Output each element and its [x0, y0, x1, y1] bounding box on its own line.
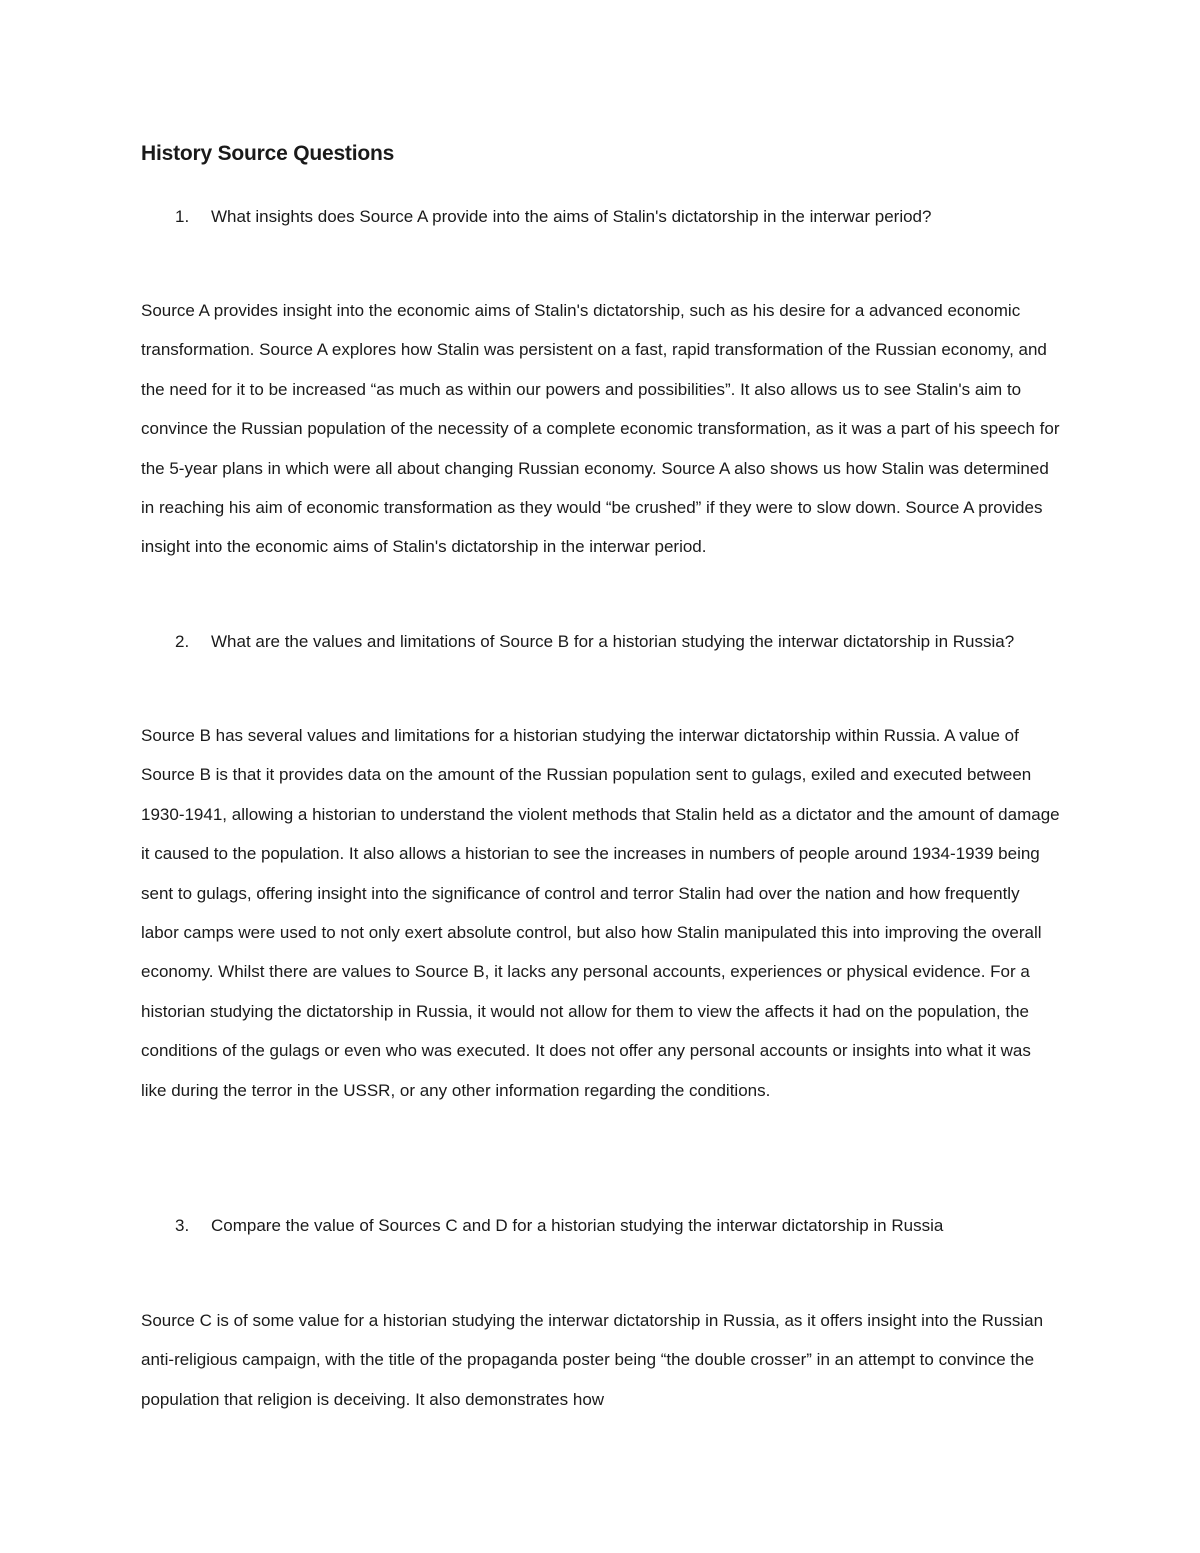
question-3	[141, 1206, 1061, 1246]
answer-1: Source A provides insight into the economic aims of Stalin's dictatorship, such as his desire for a advanced economic transformation. Source A explores how Stalin was persistent on a fast, rapid transformation of the Russian economy, and the need for it to be increased “as much as within our powers and possibilities”. It also allows us to see Stalin's aim to convince the Russian population of the necessity of a complete economic transformation, as it was a part of his speech for the 5-year plans in which were all about changing Russian economy. Source A also shows us how Stalin was determined in reaching his aim of economic transformation as they would “be crushed” if they were to slow down. Source A provides insight into the economic aims of Stalin's dictatorship in the interwar period.	[141, 301, 1060, 557]
question-1	[141, 197, 1061, 237]
answer-2: Source B has several values and limitations for a historian studying the interwar dictatorship within Russia. A value of Source B is that it provides data on the amount of the Russian population sent to gulags, exiled and executed between 1930-1941, allowing a historian to understand the violent methods that Stalin held as a dictator and the amount of damage it caused to the population. It also allows a historian to see the increases in numbers of people around 1934-1939 being sent to gulags, offering insight into the significance of control and terror Stalin had over the nation and how frequently labor camps were used to not only exert absolute control, but also how Stalin manipulated this into improving the overall economy. Whilst there are values to Source B, it lacks any personal accounts, experiences or physical evidence. For a historian studying the dictatorship in Russia, it would not allow for them to view the affects it had on the population, the conditions of the gulags or even who was executed. It does not offer any personal accounts or insights into what it was like during the terror in the USSR, or any other information regarding the conditions.	[141, 726, 1060, 1100]
question-2	[141, 622, 1061, 662]
question-text: What insights does Source A provide into the aims of Stalin's dictatorship in the interwar period?	[211, 207, 932, 226]
question-number: 3.	[175, 1216, 190, 1235]
question-number: 2.	[175, 632, 190, 651]
answer-3: Source C is of some value for a historian studying the interwar dictatorship in Russia, as it offers insight into the Russian anti-religious campaign, with the title of the propaganda poster being “the double crosser” in an attempt to convince the population that religion is deceiving. It also demonstrates how	[141, 1311, 1044, 1409]
question-number: 1.	[175, 207, 190, 226]
document-title: History Source Questions	[141, 142, 395, 165]
question-text: Compare the value of Sources C and D for a historian studying the interwar dictatorship in Russia	[211, 1216, 944, 1235]
question-text: What are the values and limitations of Source B for a historian studying the interwar dictatorship in Russia?	[211, 632, 1015, 651]
